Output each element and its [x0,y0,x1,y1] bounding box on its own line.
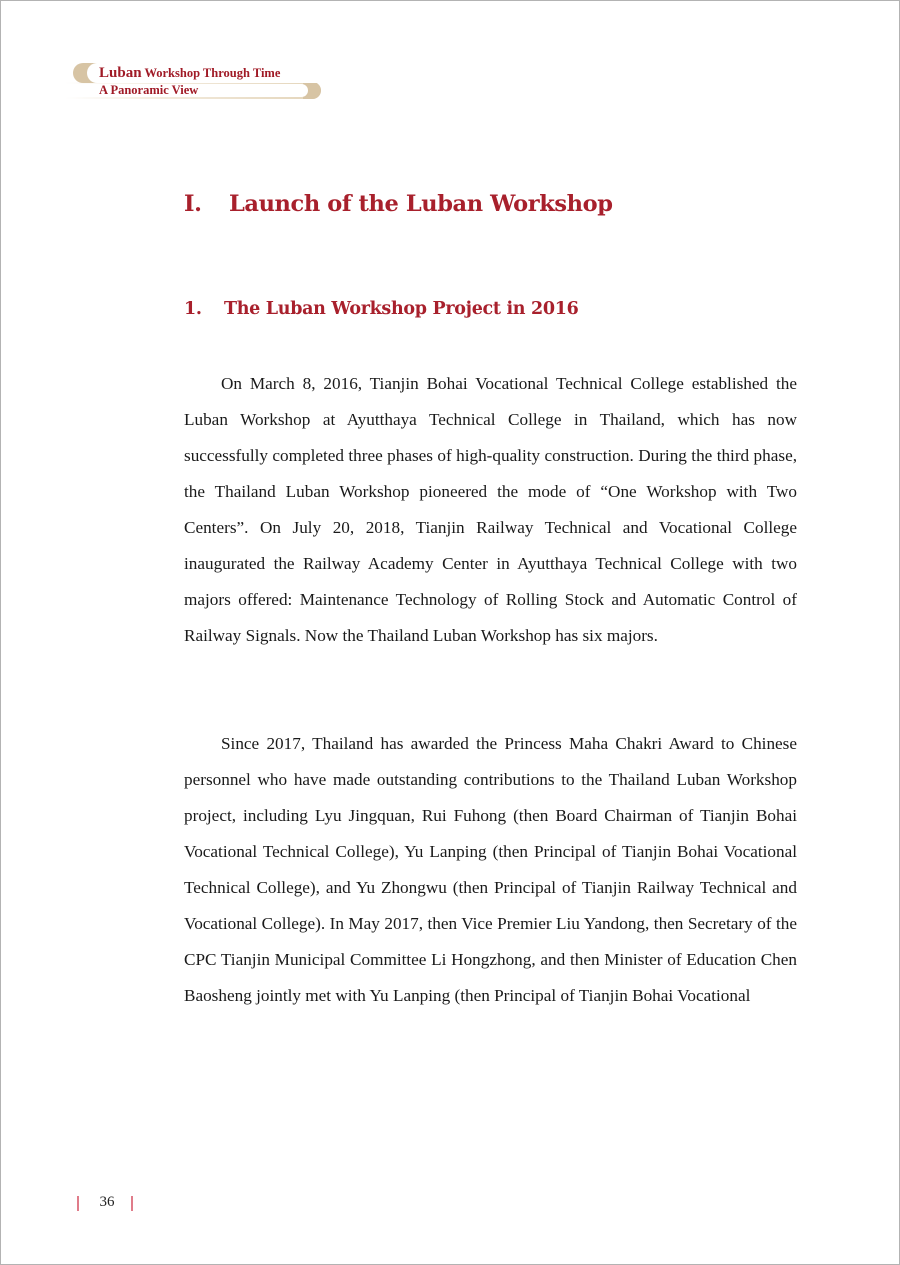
body-paragraph: Since 2017, Thailand has awarded the Princess Maha Chakri Award to Chinese personnel who have made outstanding contributions to the Thailand Luban Workshop project, including Lyu Jingquan, Rui Fuhong (then Board Chairman of Tianjin Bohai Vocational Technical College), Yu Lanping (then Principal of Tianjin Bohai Vocational Technical College), and Yu Zhongwu (then Principal of Tianjin Railway Technical and Vocational College). In May 2017, then Vice Premier Liu Yandong, then Secretary of the CPC Tianjin Municipal Committee Li Hongzhong, and then Minister of Education Chen Baosheng jointly met with Yu Lanping (then Principal of Tianjin Bohai Vocational [184,734,797,1005]
page-number: 36 [99,1194,115,1210]
subsection-number: 1. [184,299,202,319]
header-title-emphasis: Luban [99,65,142,81]
subsection-title: The Luban Workshop Project in 2016 [224,299,579,319]
running-header [65,60,325,102]
page-footer [75,1194,145,1216]
subsection-heading [184,299,579,319]
folio-bar-left [77,1196,79,1211]
body-paragraph: On March 8, 2016, Tianjin Bohai Vocational Technical College established the Luban Workshop at Ayutthaya Technical College in Thailand, which has now successfully completed three phases of high-quality construction. During the third phase, the Thailand Luban Workshop pioneered the mode of “One Workshop with Two Centers”. On July 20, 2018, Tianjin Railway Technical and Vocational College inaugurated the Railway Academy Center in Ayutthaya Technical College with two majors offered: Maintenance Technology of Rolling Stock and Automatic Control of Railway Signals. Now the Thailand Luban Workshop has six majors. [184,374,797,645]
header-title-rest: Workshop Through Time [141,66,281,80]
section-number: I. [184,191,202,217]
folio-bar-right [131,1196,133,1211]
header-book-title [99,64,280,82]
section-heading [184,191,613,217]
header-book-subtitle: A Panoramic View [99,83,199,97]
section-title: Launch of the Luban Workshop [229,191,613,217]
